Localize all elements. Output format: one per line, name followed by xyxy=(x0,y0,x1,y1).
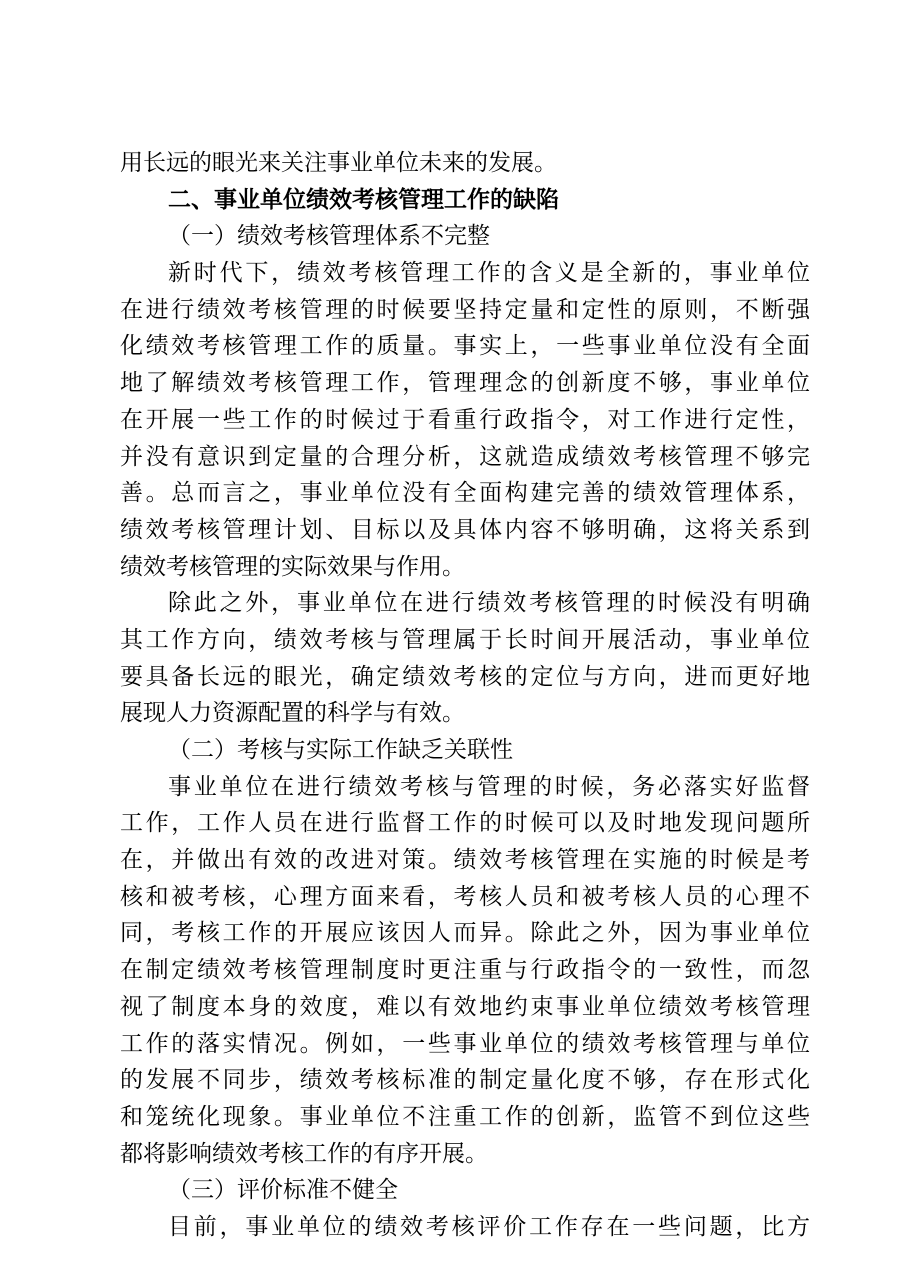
text-line: 展现人力资源配置的科学与有效。 xyxy=(120,700,465,727)
text-line: 绩效考核管理的实际效果与作用。 xyxy=(120,553,465,580)
text-line: 视了制度本身的效度，难以有效地约束事业单位绩效考核管理 xyxy=(120,993,810,1020)
text-line: 同，考核工作的开展应该因人而异。除此之外，因为事业单位 xyxy=(120,920,810,947)
subsection-heading: （二）考核与实际工作缺乏关联性 xyxy=(168,737,513,763)
text-line: 在开展一些工作的时候过于看重行政指令，对工作进行定性， xyxy=(120,406,810,433)
text-line: 用长远的眼光来关注事业单位未来的发展。 xyxy=(120,150,557,176)
text-line: 绩效考核管理计划、目标以及具体内容不够明确，这将关系到 xyxy=(120,516,810,543)
text-line: 善。总而言之，事业单位没有全面构建完善的绩效管理体系， xyxy=(120,480,810,507)
text-line: 地了解绩效考核管理工作，管理理念的创新度不够，事业单位 xyxy=(120,370,810,397)
paragraph-first-line: 新时代下，绩效考核管理工作的含义是全新的，事业单位 xyxy=(168,260,810,287)
text-line: 工作的落实情况。例如，一些事业单位的绩效考核管理与单位 xyxy=(120,1030,810,1057)
text-line: 在进行绩效考核管理的时候要坚持定量和定性的原则，不断强 xyxy=(120,296,810,323)
text-line: 都将影响绩效考核工作的有序开展。 xyxy=(120,1140,488,1167)
text-line: 和笼统化现象。事业单位不注重工作的创新，监管不到位这些 xyxy=(120,1103,810,1130)
paragraph-first-line: 除此之外，事业单位在进行绩效考核管理的时候没有明确 xyxy=(168,590,810,617)
text-line: 核和被考核，心理方面来看，考核人员和被考核人员的心理不 xyxy=(120,883,810,910)
section-heading: 二、事业单位绩效考核管理工作的缺陷 xyxy=(168,186,559,213)
subsection-heading: （三）评价标准不健全 xyxy=(168,1177,398,1204)
paragraph-first-line: 事业单位在进行绩效考核与管理的时候，务必落实好监督 xyxy=(168,773,810,800)
text-line: 的发展不同步，绩效考核标准的制定量化度不够，存在形式化 xyxy=(120,1067,810,1094)
text-line: 要具备长远的眼光，确定绩效考核的定位与方向，进而更好地 xyxy=(120,663,810,690)
body-text xyxy=(120,145,810,1246)
text-line: 并没有意识到定量的合理分析，这就造成绩效考核管理不够完 xyxy=(120,443,810,470)
text-line: 化绩效考核管理工作的质量。事实上，一些事业单位没有全面 xyxy=(120,333,810,360)
text-line: 在制定绩效考核管理制度时更注重与行政指令的一致性，而忽 xyxy=(120,957,810,984)
text-line: 其工作方向，绩效考核与管理属于长时间开展活动，事业单位 xyxy=(120,626,810,653)
subsection-heading: （一）绩效考核管理体系不完整 xyxy=(168,223,490,250)
text-line: 工作，工作人员在进行监督工作的时候可以及时地发现问题所 xyxy=(120,810,810,837)
paragraph-first-line: 目前，事业单位的绩效考核评价工作存在一些问题，比方 xyxy=(168,1213,810,1240)
text-line: 在，并做出有效的改进对策。绩效考核管理在实施的时候是考 xyxy=(120,847,810,874)
